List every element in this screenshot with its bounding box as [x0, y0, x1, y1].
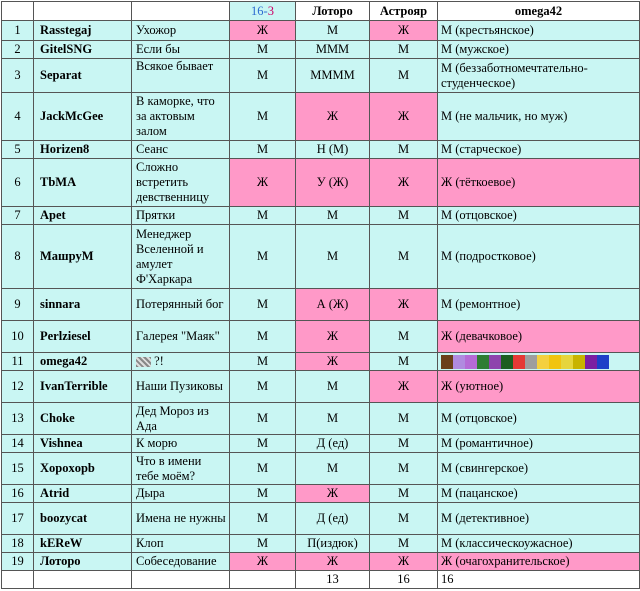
totals-empty-3 [132, 571, 230, 589]
vote-astroyar: М [370, 59, 438, 93]
vote-astroyar: Ж [370, 21, 438, 41]
author-nick: GitelSNG [34, 41, 132, 59]
row-number: 13 [2, 403, 34, 435]
table-row [2, 321, 640, 353]
row-number: 6 [2, 159, 34, 207]
table-row [2, 453, 640, 485]
color-stripe-image [441, 355, 609, 369]
vote-omega42: М (романтичное) [438, 435, 640, 453]
total-astroyar: 16 [370, 571, 438, 589]
vote-lotoro: Ж [296, 321, 370, 353]
vote-omega42: М (отцовское) [438, 403, 640, 435]
author-nick: Atrid [34, 485, 132, 503]
vote-16-3: М [230, 141, 296, 159]
vote-lotoro: М [296, 207, 370, 225]
vote-16-3: Ж [230, 553, 296, 571]
vote-16-3: Ж [230, 21, 296, 41]
row-number: 4 [2, 93, 34, 141]
row-number: 19 [2, 553, 34, 571]
row-number: 14 [2, 435, 34, 453]
table-row [2, 159, 640, 207]
author-nick: IvanTerrible [34, 371, 132, 403]
vote-omega42: М (старческое) [438, 141, 640, 159]
vote-lotoro: М [296, 225, 370, 289]
story-title: Собеседование [132, 553, 230, 571]
story-title: Галерея "Маяк" [132, 321, 230, 353]
vote-omega42: М (ремонтное) [438, 289, 640, 321]
author-nick: Лоторо [34, 553, 132, 571]
table-row [2, 435, 640, 453]
vote-astroyar: М [370, 503, 438, 535]
author-nick: Apet [34, 207, 132, 225]
author-nick: JackMcGee [34, 93, 132, 141]
vote-omega42: М (крестьянское) [438, 21, 640, 41]
story-title: Что в имени тебе моём? [132, 453, 230, 485]
author-nick: omega42 [34, 353, 132, 371]
vote-omega42: М (мужское) [438, 41, 640, 59]
vote-16-3: М [230, 93, 296, 141]
author-nick: Separat [34, 59, 132, 93]
header-16-a: 16- [251, 3, 268, 18]
story-title: Если бы [132, 41, 230, 59]
vote-lotoro: ММММ [296, 59, 370, 93]
author-nick: MaшpyM [34, 225, 132, 289]
vote-lotoro: Д (ед) [296, 435, 370, 453]
header-16-3 [230, 2, 296, 21]
vote-omega42: М (не мальчик, но муж) [438, 93, 640, 141]
vote-astroyar: М [370, 435, 438, 453]
vote-astroyar: Ж [370, 93, 438, 141]
row-number: 3 [2, 59, 34, 93]
table-row [2, 553, 640, 571]
vote-astroyar: М [370, 535, 438, 553]
table-row [2, 403, 640, 435]
story-title: Ухожор [132, 21, 230, 41]
vote-16-3: М [230, 289, 296, 321]
vote-astroyar: Ж [370, 159, 438, 207]
row-number: 18 [2, 535, 34, 553]
vote-omega42: М (детективное) [438, 503, 640, 535]
table-row [2, 371, 640, 403]
vote-lotoro: М [296, 403, 370, 435]
vote-astroyar: М [370, 225, 438, 289]
story-title-text: ?! [154, 354, 164, 368]
vote-16-3: М [230, 485, 296, 503]
table-row [2, 535, 640, 553]
author-nick: Xopoxopb [34, 453, 132, 485]
table-row [2, 289, 640, 321]
header-num [2, 2, 34, 21]
story-title: К морю [132, 435, 230, 453]
vote-omega42: Ж (тёткоевое) [438, 159, 640, 207]
story-title: Всякое бывает [132, 59, 230, 93]
table-row [2, 353, 640, 371]
vote-astroyar: М [370, 485, 438, 503]
vote-lotoro: П(издюк) [296, 535, 370, 553]
header-astroyar: Астрояр [370, 2, 438, 21]
vote-lotoro: А (Ж) [296, 289, 370, 321]
vote-lotoro: Ж [296, 553, 370, 571]
author-nick: Choke [34, 403, 132, 435]
author-nick: boozycat [34, 503, 132, 535]
story-title: Сложно встретить девственницу [132, 159, 230, 207]
vote-astroyar: М [370, 141, 438, 159]
row-number: 8 [2, 225, 34, 289]
row-number: 9 [2, 289, 34, 321]
header-lotoro: Лоторо [296, 2, 370, 21]
story-title: Имена не нужны [132, 503, 230, 535]
vote-16-3: М [230, 321, 296, 353]
row-number: 15 [2, 453, 34, 485]
totals-empty-1 [2, 571, 34, 589]
row-number: 2 [2, 41, 34, 59]
header-omega42: omega42 [438, 2, 640, 21]
vote-16-3: М [230, 453, 296, 485]
voting-table [1, 1, 640, 589]
vote-16-3: М [230, 435, 296, 453]
table-row [2, 59, 640, 93]
table-row [2, 207, 640, 225]
vote-lotoro: Н (М) [296, 141, 370, 159]
vote-omega42: М (подростковое) [438, 225, 640, 289]
vote-omega42: М (классическоужасное) [438, 535, 640, 553]
vote-16-3: Ж [230, 159, 296, 207]
vote-astroyar: М [370, 207, 438, 225]
vote-astroyar: М [370, 353, 438, 371]
vote-16-3: М [230, 535, 296, 553]
vote-astroyar: Ж [370, 289, 438, 321]
table-row [2, 93, 640, 141]
vote-lotoro: Д (ед) [296, 503, 370, 535]
vote-lotoro: М [296, 371, 370, 403]
row-number: 7 [2, 207, 34, 225]
header-title [132, 2, 230, 21]
story-title: Дыра [132, 485, 230, 503]
vote-lotoro: Ж [296, 485, 370, 503]
row-number: 5 [2, 141, 34, 159]
author-nick: TbMA [34, 159, 132, 207]
total-lotoro: 13 [296, 571, 370, 589]
story-title [132, 353, 230, 371]
header-nick [34, 2, 132, 21]
totals-empty-2 [34, 571, 132, 589]
author-nick: kEReW [34, 535, 132, 553]
row-number: 17 [2, 503, 34, 535]
vote-astroyar: М [370, 403, 438, 435]
table-row [2, 503, 640, 535]
header-row [2, 2, 640, 21]
total-omega42: 16 [438, 571, 640, 589]
vote-lotoro: Ж [296, 93, 370, 141]
totals-empty-4 [230, 571, 296, 589]
vote-astroyar: Ж [370, 371, 438, 403]
author-nick: Vishnea [34, 435, 132, 453]
table-row [2, 41, 640, 59]
vote-astroyar: М [370, 41, 438, 59]
vote-omega42: Ж (очагохранительское) [438, 553, 640, 571]
vote-lotoro: У (Ж) [296, 159, 370, 207]
vote-16-3: М [230, 503, 296, 535]
author-nick: sinnara [34, 289, 132, 321]
vote-16-3: М [230, 207, 296, 225]
pixelated-mosaic-icon [136, 357, 151, 367]
story-title: В каморке, что за актовым залом [132, 93, 230, 141]
totals-row [2, 571, 640, 589]
vote-lotoro: М [296, 21, 370, 41]
vote-omega42: М (свингерское) [438, 453, 640, 485]
vote-astroyar: М [370, 321, 438, 353]
table-row [2, 141, 640, 159]
author-nick: Perlziesel [34, 321, 132, 353]
vote-lotoro: М [296, 453, 370, 485]
vote-16-3: М [230, 371, 296, 403]
vote-omega42: М (пацанское) [438, 485, 640, 503]
row-number: 10 [2, 321, 34, 353]
vote-16-3: М [230, 41, 296, 59]
author-nick: Horizen8 [34, 141, 132, 159]
vote-omega42: Ж (девачковое) [438, 321, 640, 353]
vote-omega42: Ж (уютное) [438, 371, 640, 403]
vote-astroyar: М [370, 453, 438, 485]
vote-16-3: М [230, 225, 296, 289]
vote-16-3: М [230, 403, 296, 435]
story-title: Прятки [132, 207, 230, 225]
row-number: 12 [2, 371, 34, 403]
story-title: Сеанс [132, 141, 230, 159]
vote-lotoro: МММ [296, 41, 370, 59]
vote-lotoro: Ж [296, 353, 370, 371]
vote-astroyar: Ж [370, 553, 438, 571]
story-title: Клоп [132, 535, 230, 553]
table-row [2, 21, 640, 41]
table-row [2, 225, 640, 289]
author-nick: Rasstegaj [34, 21, 132, 41]
row-number: 11 [2, 353, 34, 371]
row-number: 1 [2, 21, 34, 41]
vote-omega42-colorstrip [438, 353, 640, 371]
vote-16-3: М [230, 353, 296, 371]
story-title: Наши Пузиковы [132, 371, 230, 403]
row-number: 16 [2, 485, 34, 503]
story-title: Дед Мороз из Ада [132, 403, 230, 435]
story-title: Менеджер Вселенной и амулет Ф'Харкара [132, 225, 230, 289]
header-16-b: 3 [267, 3, 274, 18]
table-row [2, 485, 640, 503]
vote-omega42: М (отцовское) [438, 207, 640, 225]
story-title: Потерянный бог [132, 289, 230, 321]
vote-16-3: М [230, 59, 296, 93]
vote-omega42: М (беззаботномечтательно-студенческое) [438, 59, 640, 93]
